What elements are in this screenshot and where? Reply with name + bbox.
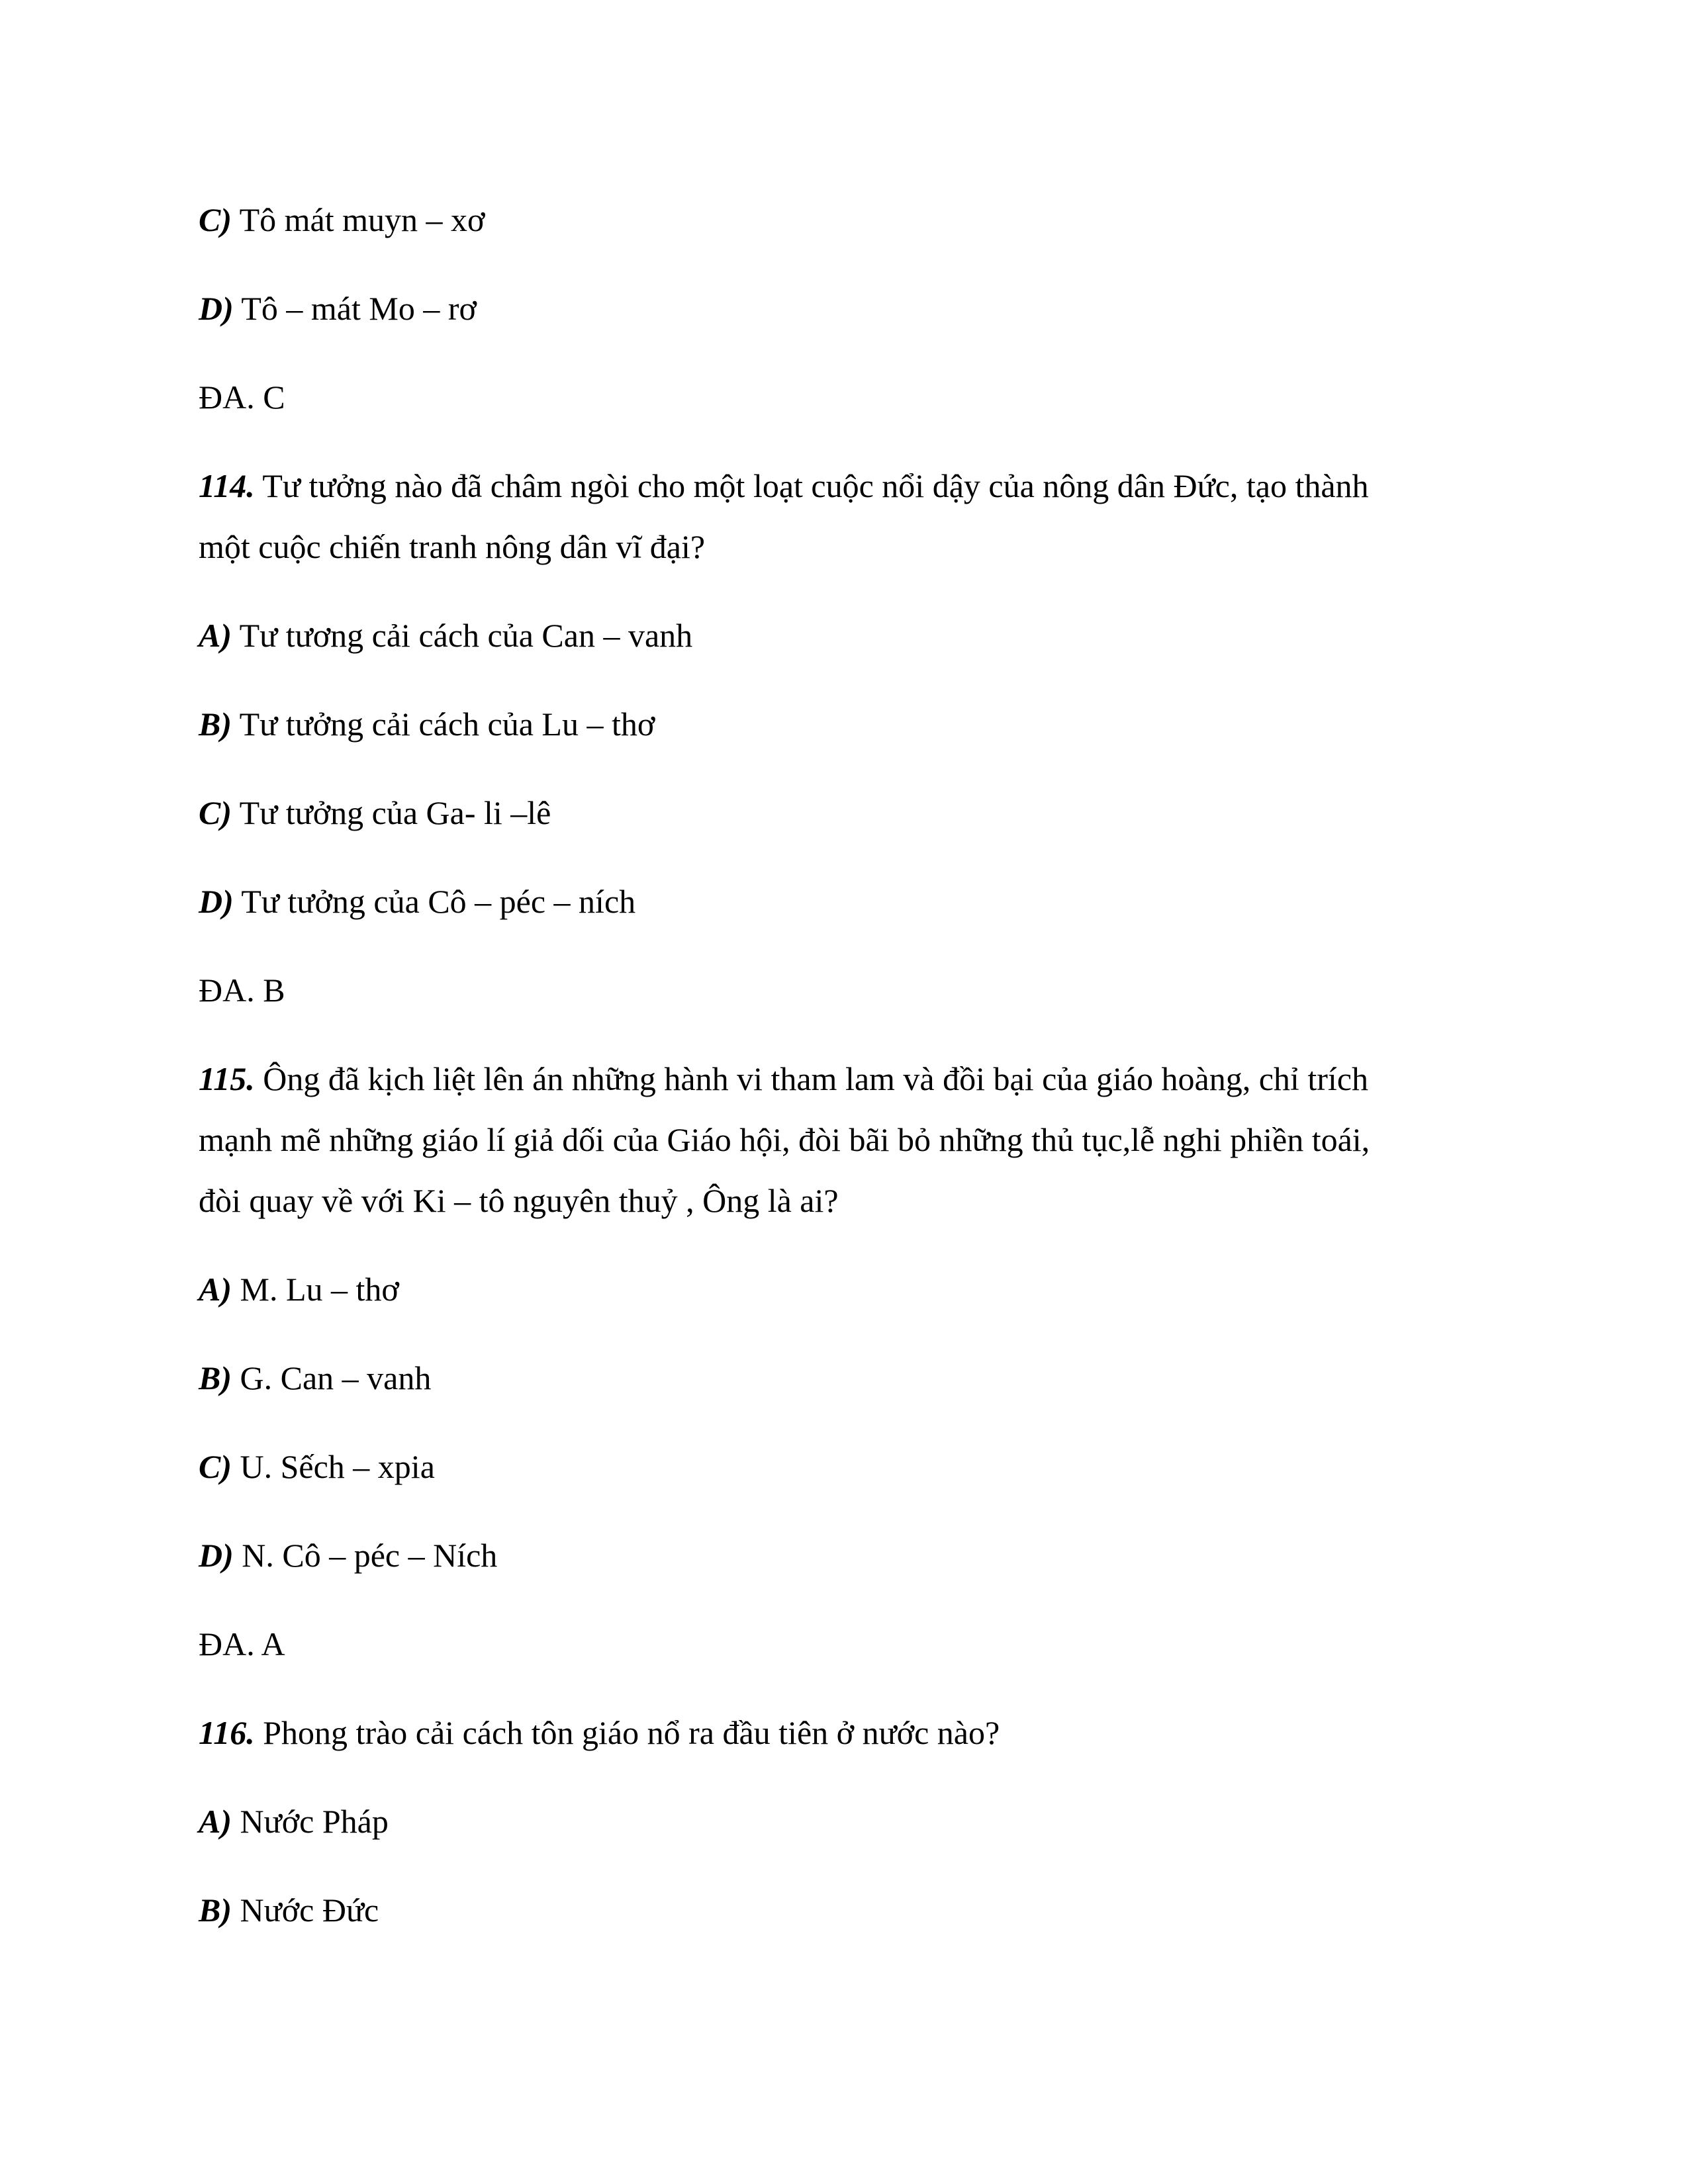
question-number: 114. [199,467,255,504]
option-label: C) [199,1448,232,1485]
question-115-line-2: mạnh mẽ những giáo lí giả dối của Giáo hội, đòi bãi bỏ những thủ tục,lễ nghi phiền toái, [199,1121,1370,1158]
option-label: C) [199,201,232,238]
answer-line: ĐA. B [199,972,285,1009]
question-114-line-2: một cuộc chiến tranh nông dân vĩ đại? [199,528,706,565]
option-label: A) [199,1271,232,1308]
option-text: Nước Pháp [232,1803,389,1840]
question-text: Tư tưởng nào đã châm ngòi cho một loạt cuộc nổi dậy của nông dân Đức, tạo thành [254,467,1369,504]
question-115-line-3: đòi quay về với Ki – tô nguyên thuỷ , Ông là ai? [199,1182,839,1219]
option-c [199,1436,1496,1497]
option-text: Tô – mát Mo – rơ [233,290,477,327]
question-number: 115. [199,1060,255,1097]
option-text: Tư tương cải cách của Can – vanh [232,617,693,654]
option-a [199,1791,1496,1852]
option-text: U. Sếch – xpia [232,1448,435,1485]
question-text: Phong trào cải cách tôn giáo nổ ra đầu tiên ở nước nào? [254,1714,1000,1751]
option-a [199,1259,1496,1320]
option-b [199,694,1496,754]
option-c [199,189,1496,250]
question-text: Ông đã kịch liệt lên án những hành vi tham lam và đồi bại của giáo hoàng, chỉ trích [254,1060,1368,1097]
option-text: M. Lu – thơ [232,1271,399,1308]
option-label: D) [199,1537,234,1574]
question-number: 116. [199,1714,255,1751]
option-b [199,1347,1496,1408]
question-114-line-1 [199,455,1496,516]
option-label: C) [199,794,232,831]
option-text: Tô mát muyn – xơ [232,201,485,238]
option-text: Tư tưởng của Ga- li –lê [232,794,551,831]
option-label: B) [199,705,232,743]
option-label: A) [199,617,232,654]
option-text: Tư tưởng của Cô – péc – ních [233,883,636,920]
question-115-line-1 [199,1048,1496,1109]
option-d [199,871,1496,932]
question-116-line-1 [199,1702,1496,1763]
option-label: D) [199,883,234,920]
option-c [199,782,1496,843]
option-label: A) [199,1803,232,1840]
option-label: D) [199,290,234,327]
option-label: B) [199,1359,232,1396]
option-text: Nước Đức [232,1891,379,1929]
answer-line: ĐA. C [199,379,285,416]
option-d [199,1525,1496,1586]
option-d [199,278,1496,339]
option-label: B) [199,1891,232,1929]
option-text: G. Can – vanh [232,1359,432,1396]
option-b [199,1880,1496,1940]
option-text: N. Cô – péc – Ních [233,1537,498,1574]
option-a [199,605,1496,666]
option-text: Tư tưởng cải cách của Lu – thơ [232,705,655,743]
answer-line: ĐA. A [199,1625,285,1662]
